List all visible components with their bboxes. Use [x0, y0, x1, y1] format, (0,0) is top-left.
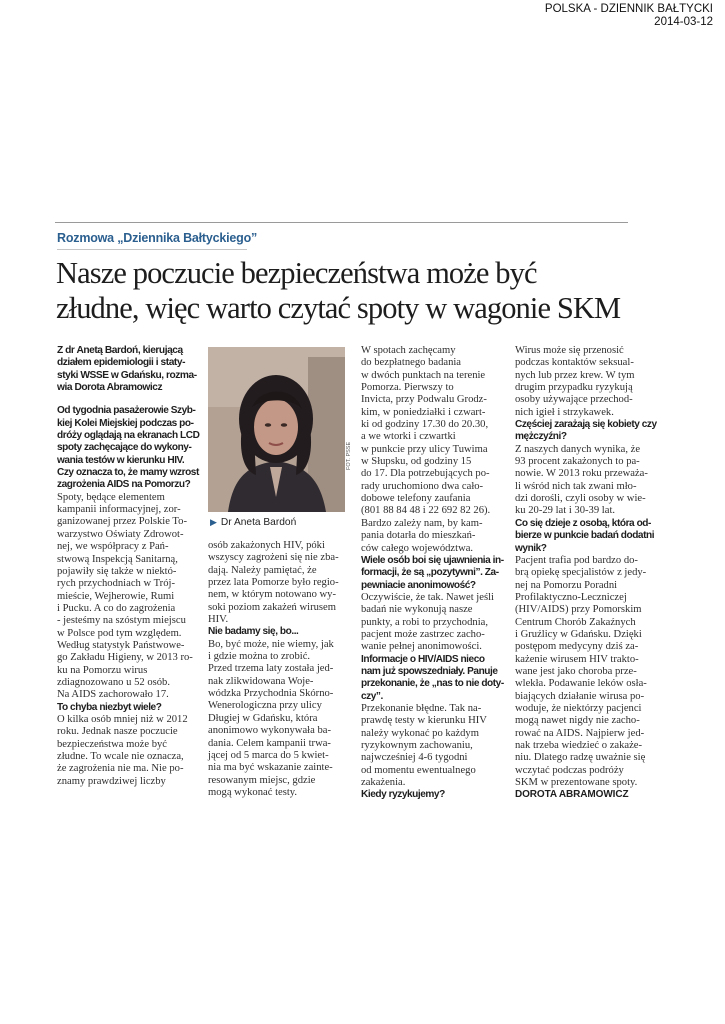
- body-line: i gdzie można to zrobić.: [208, 651, 311, 663]
- body-line: W spotach zachęcamy: [361, 345, 456, 356]
- body-line: niu. Dlatego radzę uważnie się: [515, 752, 646, 764]
- body-line: w punkcie przy ulicy Tuwima: [361, 443, 488, 455]
- body-line: nak trzeba wiedzieć o zakaże-: [515, 740, 643, 751]
- question-line: Co się dzieje z osobą, która od-: [515, 517, 651, 529]
- column-2: [208, 540, 350, 799]
- question-line: dróży oglądają na ekranach LCD: [57, 430, 200, 442]
- body-line: wanie pełnej anonimowości.: [361, 641, 482, 653]
- body-line: Invicta, przy Podwalu Grodz-: [361, 394, 487, 406]
- body-line: bezpieczeństwa może być: [57, 738, 167, 750]
- question-line: nam już spowszedniały. Panuje: [361, 665, 498, 677]
- body-line: należy wykonać po każdym: [361, 727, 479, 739]
- body-line: nej, we współpracy z Pań-: [57, 541, 169, 553]
- publication-date: 2014-03-12: [654, 16, 713, 28]
- body-line: drugim przypadku ryzykują: [515, 382, 633, 394]
- body-line: ryzykownym zachowaniu,: [361, 740, 473, 751]
- body-line: osób zakażonych HIV, póki: [208, 540, 325, 551]
- body-line: od momentu ewentualnego: [361, 764, 476, 776]
- body-line: nych lub przez krew. W tym: [515, 369, 635, 381]
- caption-text: Dr Aneta Bardoń: [220, 517, 297, 528]
- body-line: wszyscy zagrożeni się nie zba-: [208, 552, 339, 564]
- body-line: roku. Jednak nasze poczucie: [57, 726, 178, 738]
- column-4: [515, 345, 660, 802]
- question-line: formacji, że są „pozytywni”. Za-: [361, 567, 499, 579]
- body-line: rować na AIDS. Najpierw jed-: [515, 727, 645, 739]
- body-line: i Gruźlicy w Gdańsku. Dzięki: [515, 628, 642, 640]
- body-line: postępom medycyny dziś za-: [515, 641, 639, 653]
- question-line: Od tygodnia pasażerowie Szyb-: [57, 405, 196, 417]
- body-line: biających działanie wirusa po-: [515, 690, 645, 702]
- body-line: nia ma być wskazanie zainte-: [208, 762, 333, 774]
- body-line: pacjent może zastrzec zacho-: [361, 628, 485, 640]
- body-line: Przed trzema laty została jed-: [208, 663, 334, 675]
- top-rule: [55, 222, 628, 223]
- portrait-photo: [208, 347, 345, 512]
- body-line: Profilaktyczno-Leczniczej: [515, 591, 627, 603]
- headline-line-2: złudne, więc warto czytać spoty w wagonie SKM: [56, 291, 621, 325]
- body-line: kim, w poniedziałki i czwart-: [361, 406, 486, 418]
- body-line: a we wtorki i czwartki: [361, 431, 456, 443]
- column-3: [361, 345, 506, 802]
- body-line: Pomorza. Pierwszy to: [361, 382, 454, 394]
- body-line: ku 20-29 lat i 30-39 lat.: [515, 505, 616, 517]
- body-line: Na AIDS zachorowało 17.: [57, 689, 169, 701]
- body-line: do bezpłatnego badania: [361, 357, 462, 369]
- body-line: wlekła. Podawanie leków osła-: [515, 678, 647, 690]
- body-line: Spoty, będące elementem: [57, 491, 165, 503]
- body-line: - jesteśmy na szóstym miejscu: [57, 615, 186, 627]
- body-line: go Zakładu Higieny, w 2013 ro-: [57, 652, 193, 664]
- body-line: rych przychodniach w Trój-: [57, 578, 175, 590]
- question-line: Czy oznacza to, że mamy wzrost: [57, 467, 199, 479]
- body-line: Przekonanie błędne. Tak na-: [361, 702, 482, 714]
- body-line: Według statystyk Państwowe-: [57, 639, 185, 651]
- portrait-image: [208, 347, 345, 512]
- lead-line: działem epidemiologii i staty-: [57, 357, 186, 369]
- body-line: HIV.: [208, 614, 229, 626]
- body-line: brą opiekę specjalistów z jedy-: [515, 567, 647, 579]
- body-line: nem, w którym notowano wy-: [208, 589, 336, 601]
- body-line: ganizowanej przez Polskie To-: [57, 516, 187, 528]
- body-line: dają. Należy pamiętać, że: [208, 564, 317, 576]
- body-line: O kilka osób mniej niż w 2012: [57, 713, 188, 725]
- body-line: kampanii informacyjnej, zor-: [57, 504, 181, 516]
- body-line: wczytać podczas podróży: [515, 764, 624, 776]
- body-line: każenie wirusem HIV trakto-: [515, 653, 639, 665]
- body-line: Centrum Chorób Zakaźnych: [515, 616, 636, 628]
- question-line: kiej Kolei Miejskiej podczas po-: [57, 417, 194, 429]
- body-line: (HIV/AIDS) przy Pomorskim: [515, 604, 642, 616]
- body-line: Bo, być może, nie wiemy, jak: [208, 638, 334, 650]
- lead-line: styki WSSE w Gdańsku, rozma-: [57, 369, 197, 381]
- question-line: czy”.: [361, 690, 383, 702]
- question-line: przekonanie, że „nas to nie doty-: [361, 678, 504, 690]
- body-line: nich igieł i strzykawek.: [515, 406, 614, 418]
- body-line: punkty, a robi to przychodnia,: [361, 616, 488, 628]
- column-1: [57, 345, 202, 788]
- question-line: mężczyźni?: [515, 431, 567, 443]
- body-line: osoby używające przechod-: [515, 394, 633, 406]
- question-line: Częściej zarażają się kobiety czy: [515, 419, 657, 431]
- question-line: Nie badamy się, bo...: [208, 626, 299, 638]
- body-line: prawdę testy w kierunku HIV: [361, 715, 487, 727]
- caption-arrow-icon: ▶: [210, 517, 217, 527]
- question-line: zagrożenia AIDS na Pomorzu?: [57, 479, 191, 491]
- body-line: badań nie wykonują nasze: [361, 604, 473, 616]
- question-line: spoty zachęcające do wykony-: [57, 442, 192, 454]
- body-line: mogą nawet nigdy nie zacho-: [515, 715, 640, 727]
- paragraph-gap: [57, 394, 202, 405]
- photo-caption: [210, 517, 296, 528]
- question-line: Kiedy ryzykujemy?: [361, 789, 445, 801]
- body-line: Wirus może się przenosić: [515, 345, 624, 356]
- body-line: resowanym miejsc, gdzie: [208, 774, 316, 786]
- question-line: pewniacie anonimowość?: [361, 579, 476, 591]
- body-line: 93 procent zakażonych to pa-: [515, 456, 640, 468]
- question-line: wania testów w kierunku HIV.: [57, 454, 185, 466]
- kicker: Rozmowa „Dziennika Bałtyckiego”: [57, 231, 258, 245]
- body-line: nej na Pomorzu Poradni: [515, 579, 618, 591]
- source-header: [545, 3, 713, 29]
- body-line: anonimowo wykonywała ba-: [208, 725, 331, 737]
- body-line: pojawiły się także w niektó-: [57, 565, 177, 577]
- author-signature: DOROTA ABRAMOWICZ: [515, 789, 629, 801]
- body-line: zdiagnozowano u 52 osób.: [57, 676, 170, 688]
- body-line: wane jest jako choroba prze-: [515, 665, 637, 677]
- body-line: li wśród nich tak zwani mło-: [515, 480, 637, 492]
- body-line: (801 88 84 48 i 22 692 82 26).: [361, 505, 491, 517]
- body-line: nak zlikwidowana Woje-: [208, 675, 314, 687]
- question-line: wynik?: [515, 542, 547, 554]
- body-line: ki od godziny 17.30 do 20.30,: [361, 419, 489, 431]
- body-line: w Słupsku, od godziny 15: [361, 456, 472, 468]
- body-line: najwcześniej 4-6 tygodni: [361, 752, 468, 764]
- body-line: zakażenia.: [361, 777, 406, 789]
- body-line: mogą wykonać testy.: [208, 786, 298, 798]
- body-line: znamy prawdziwej liczby: [57, 775, 166, 787]
- body-line: nowie. W 2013 roku przeważa-: [515, 468, 648, 480]
- body-line: dzi dorośli, czyli osoby w wie-: [515, 493, 646, 505]
- body-line: Bardzo zależy nam, by kam-: [361, 517, 483, 529]
- lead-line: Z dr Anetą Bardoń, kierującą: [57, 345, 183, 356]
- body-line: mieście, Wejherowie, Rumi: [57, 590, 175, 602]
- body-line: wódzka Przychodnia Skórno-: [208, 688, 334, 700]
- body-line: warzystwo Oświaty Zdrowot-: [57, 528, 184, 540]
- body-line: ku na Pomorzu wirus: [57, 664, 148, 676]
- question-line: Informacje o HIV/AIDS nieco: [361, 653, 485, 665]
- body-line: dania. Celem kampanii trwa-: [208, 737, 331, 749]
- lead-line: wia Dorota Abramowicz: [57, 382, 163, 394]
- body-line: przez lata Pomorze było regio-: [208, 577, 339, 589]
- body-line: Oczywiście, że tak. Nawet jeśli: [361, 591, 494, 603]
- question-line: To chyba niezbyt wiele?: [57, 701, 162, 713]
- photo-credit: FOT. PSSE: [346, 441, 352, 470]
- body-line: soki poziom zakażeń wirusem: [208, 601, 336, 613]
- body-line: do 17. Dla potrzebujących po-: [361, 468, 490, 480]
- body-line: w dwóch punktach na terenie: [361, 369, 486, 381]
- body-line: w Polsce pod tym względem.: [57, 627, 182, 639]
- body-line: Wenerologiczna przy ulicy: [208, 700, 322, 712]
- headline: [56, 256, 656, 326]
- body-line: pania dotarła do mieszkań-: [361, 530, 476, 542]
- body-line: rady uruchomiono dwa cało-: [361, 480, 484, 492]
- body-line: woduje, że niektórzy pacjenci: [515, 702, 642, 714]
- body-line: że zagrożenia nie ma. Nie po-: [57, 763, 184, 775]
- body-line: Pacjent trafia pod bardzo do-: [515, 554, 638, 566]
- question-line: bierze w punkcie badań dodatni: [515, 530, 655, 542]
- body-line: i Pucku. A co do zagrożenia: [57, 602, 176, 614]
- body-line: ców całego województwa.: [361, 542, 474, 554]
- headline-line-1: Nasze poczucie bezpieczeństwa może być: [56, 256, 537, 290]
- body-line: Z naszych danych wynika, że: [515, 443, 641, 455]
- kicker-rule: [57, 249, 247, 250]
- body-line: podczas kontaktów seksual-: [515, 357, 634, 369]
- body-line: jącej od 5 marca do 5 kwiet-: [208, 749, 329, 761]
- body-line: SKM w prezentowane spoty.: [515, 777, 638, 789]
- question-line: Wiele osób boi się ujawnienia in-: [361, 554, 504, 566]
- body-line: dobowe telefony zaufania: [361, 493, 471, 505]
- body-line: stwową Inspekcją Sanitarną,: [57, 553, 178, 565]
- body-line: Długiej w Gdańsku, która: [208, 712, 318, 724]
- publication-name: POLSKA - DZIENNIK BAŁTYCKI: [544, 3, 713, 15]
- body-line: złudne. To wcale nie oznacza,: [57, 751, 184, 762]
